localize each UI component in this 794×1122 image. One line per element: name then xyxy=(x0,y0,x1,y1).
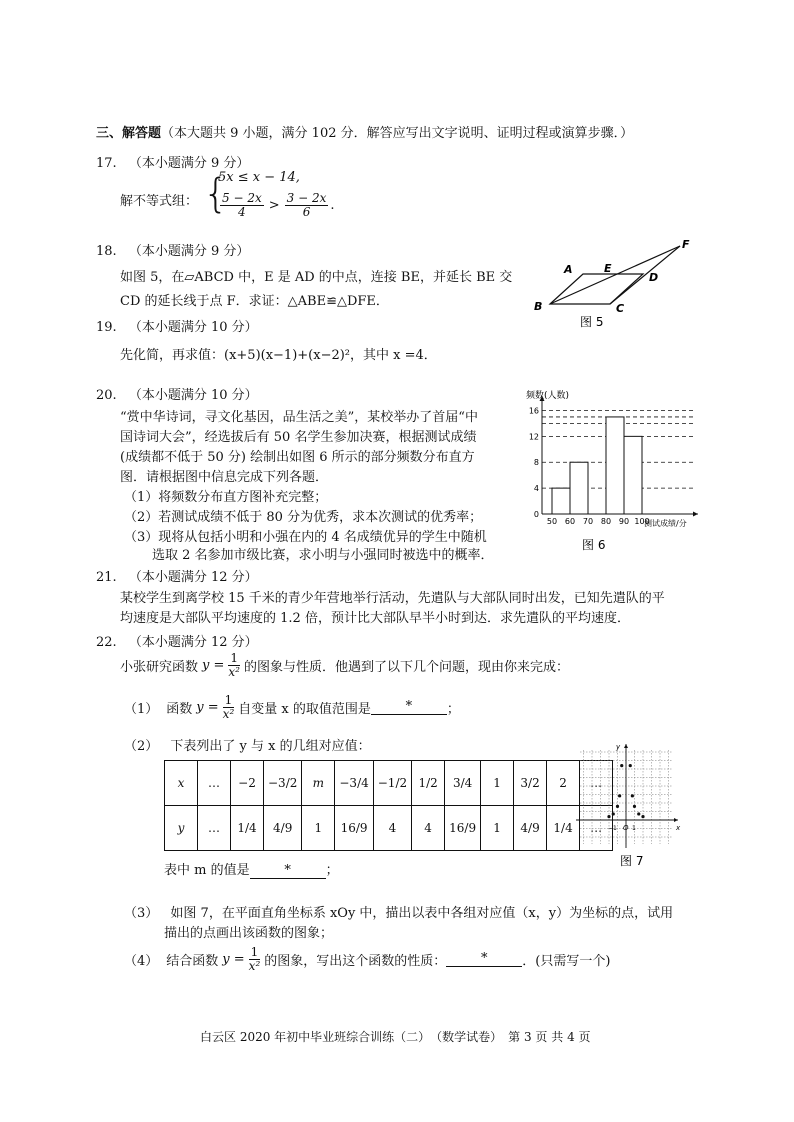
fig7-point xyxy=(620,764,623,767)
q22-p2-label: （2） xyxy=(124,739,159,754)
q20-line-2: 国诗词大会”，经选拔后有 50 名学生参加决赛，根据测试成绩 xyxy=(120,430,477,445)
q22-p4-func-den: x² xyxy=(248,958,261,973)
q22-m-end: ； xyxy=(325,863,339,878)
table-cell: m xyxy=(302,761,335,806)
q17-score: （本小题满分 9 分） xyxy=(128,156,250,171)
section-note: （本大题共 9 小题，满分 102 分．解答应写出文字说明、证明过程或演算步骤．） xyxy=(161,126,634,141)
q22-func-num: 1 xyxy=(230,651,238,665)
q20-line-4: 图．请根据图中信息完成下列各题． xyxy=(120,470,329,485)
q17-ineq2 xyxy=(218,192,335,218)
q22-p4-func-y: y = xyxy=(222,951,245,967)
figure-6-caption: 图 6 xyxy=(582,538,606,552)
q22-m-line xyxy=(164,859,339,879)
histogram-bar xyxy=(606,417,624,514)
q20-sub-1: （1）将频数分布直方图补充完整； xyxy=(124,490,328,505)
q22-p1-a: 函数 xyxy=(166,701,193,717)
q22-p1-label: （1） xyxy=(124,701,159,717)
q22-part3 xyxy=(124,902,673,921)
q22-part4 xyxy=(124,946,610,972)
q22-p3-line1: 如图 7，在平面直角坐标系 xOy 中，描出以表中各组对应值（x，y）为坐标的点，试用 xyxy=(170,906,674,921)
histogram-x-tick: 50 xyxy=(546,517,558,526)
histogram-bar xyxy=(552,488,570,514)
table-cell: −2 xyxy=(231,761,264,806)
fig7-point xyxy=(629,764,632,767)
fig7-point xyxy=(641,815,644,818)
histogram-y-tick: 4 xyxy=(533,484,539,494)
table-row-y xyxy=(165,806,613,851)
table-cell: … xyxy=(198,761,231,806)
point-e-label: E xyxy=(604,262,612,275)
q17-end: . xyxy=(330,197,335,213)
q17-ineq1: 5x ≤ x − 14, xyxy=(218,170,300,185)
q17-frac1-den: 4 xyxy=(238,204,246,219)
table-cell: 2 xyxy=(547,761,580,806)
q17-header xyxy=(96,152,249,171)
q17-frac2-den: 6 xyxy=(302,204,311,219)
q22-m-answer-blank[interactable]: * xyxy=(250,863,326,879)
q20-number: 20. xyxy=(96,388,117,403)
point-c-label: C xyxy=(616,302,625,315)
histogram-bar xyxy=(624,436,642,514)
q22-score: （本小题满分 12 分） xyxy=(128,635,258,650)
table-cell: 16/9 xyxy=(445,806,481,851)
q22-p1-func-den: x² xyxy=(222,706,235,721)
table-cell: 3/4 xyxy=(445,761,481,806)
q18-line1: 如图 5，在▱ABCD 中，E 是 AD 的中点，连接 BE，并延长 BE 交 xyxy=(120,270,513,285)
histogram-x-tick: 70 xyxy=(582,517,594,526)
table-cell: −1/2 xyxy=(373,761,411,806)
q22-header xyxy=(96,631,258,650)
fig7-point xyxy=(607,815,610,818)
histogram-x-arrow xyxy=(693,512,698,517)
q20-sub-3: （3）现将从包括小明和小强在内的 4 名成绩优异的学生中随机 xyxy=(124,530,487,545)
q22-p1-func-y: y = xyxy=(196,699,219,715)
q22-part1 xyxy=(124,694,460,720)
q20-score: （本小题满分 10 分） xyxy=(128,388,258,403)
fig7-tick-neg1: −1 xyxy=(608,825,617,832)
q22-p1-answer-blank[interactable]: * xyxy=(371,699,447,715)
q22-p3-label: （3） xyxy=(124,906,159,921)
q22-p1-end: ； xyxy=(446,701,460,717)
q22-p3-line2: 描出的点画出该函数的图象； xyxy=(164,926,334,941)
figure-5-parallelogram xyxy=(528,236,698,332)
q20-line-3: (成绩都不低于 50 分) 绘制出如图 6 所示的部分频数分布直方 xyxy=(120,450,475,465)
point-d-label: D xyxy=(649,271,659,284)
q17-brace: { xyxy=(203,171,229,217)
q19-line: 先化简，再求值：(x+5)(x−1)+(x−2)²，其中 x =4． xyxy=(120,348,437,363)
q17-frac1-num: 5 − 2x xyxy=(222,191,262,205)
q21-number: 21. xyxy=(96,570,117,585)
point-f-label: F xyxy=(682,238,690,251)
q22-p2-text: 下表列出了 y 与 x 的几组对应值： xyxy=(170,739,371,754)
q22-func-y: y = xyxy=(202,657,225,673)
table-row-x xyxy=(165,761,613,806)
table-cell: 4 xyxy=(373,806,411,851)
q22-number: 22. xyxy=(96,635,117,650)
table-cell: … xyxy=(198,806,231,851)
q20-sub-3-cont: 选取 2 名参加市级比赛，求小明与小强同时被选中的概率． xyxy=(152,548,494,563)
q22-func-den: x² xyxy=(228,664,240,679)
q19-number: 19. xyxy=(96,320,117,335)
figure-7-coordinate-grid xyxy=(570,740,686,870)
q17-number: 17. xyxy=(96,156,117,171)
q21-line2: 均速度是大部队平均速度的 1.2 倍，预计比大部队早半小时到达．求先遣队的平均速度． xyxy=(120,611,630,626)
fig7-x-arrow xyxy=(674,818,678,822)
histogram-x-tick: 100 xyxy=(634,517,650,526)
q21-header xyxy=(96,566,258,585)
table-cell: 1/4 xyxy=(231,806,264,851)
histogram-y-tick: 0 xyxy=(533,510,539,519)
table-cell: −3/2 xyxy=(264,761,302,806)
table-x-header: x xyxy=(165,761,198,806)
table-cell: 4/9 xyxy=(264,806,302,851)
point-b-label: B xyxy=(534,300,543,313)
point-a-label: A xyxy=(564,263,573,276)
table-cell: 16/9 xyxy=(335,806,373,851)
fig7-point xyxy=(618,794,621,797)
table-cell: … xyxy=(580,761,613,806)
histogram-x-tick: 90 xyxy=(618,517,630,526)
q22-p4-answer-blank[interactable]: * xyxy=(446,951,522,967)
fig7-point xyxy=(616,805,619,808)
figure-6-histogram xyxy=(518,384,714,556)
fig7-point xyxy=(637,812,640,815)
q22-value-table xyxy=(164,760,613,851)
q17-frac2-num: 3 − 2x xyxy=(286,191,327,205)
fig7-tick-1: 1 xyxy=(632,825,636,832)
fig7-y-arrow xyxy=(624,744,628,748)
page-footer: 白云区 2020 年初中毕业班综合训练（二） （数学试卷） 第 3 页 共 4 页 xyxy=(200,1030,591,1044)
q22-p4-b: 的图象，写出这个函数的性质： xyxy=(264,953,447,969)
histogram-y-tick: 16 xyxy=(528,406,539,416)
table-cell: 1 xyxy=(481,761,514,806)
histogram-ylabel: 频数(人数) xyxy=(526,391,570,401)
histogram-y-tick: 8 xyxy=(533,458,539,468)
q21-line1: 某校学生到离学校 15 千米的青少年营地举行活动，先遣队与大部队同时出发，已知先遣队的平 xyxy=(120,591,665,606)
figure-7-caption: 图 7 xyxy=(620,854,644,868)
table-cell: −3/4 xyxy=(335,761,373,806)
q22-m-text: 表中 m 的值是 xyxy=(164,863,250,878)
table-y-header: y xyxy=(165,806,198,851)
q22-part2 xyxy=(124,735,371,754)
q20-header xyxy=(96,384,258,403)
figure-5-caption: 图 5 xyxy=(580,315,604,329)
q20-sub-2: （2）若测试成绩不低于 80 分为优秀，求本次测试的优秀率； xyxy=(124,510,483,525)
histogram-x-tick: 80 xyxy=(600,517,612,526)
histogram-bar xyxy=(570,462,588,514)
table-cell: 1 xyxy=(481,806,514,851)
table-cell: 1 xyxy=(302,806,335,851)
q22-intro-b: 的图象与性质．他遇到了以下几个问题，现由你来完成： xyxy=(243,659,569,675)
q22-p1-b: 自变量 x 的取值范围是 xyxy=(238,701,371,717)
fig7-point xyxy=(631,794,634,797)
histogram-y-tick: 12 xyxy=(528,432,539,442)
q17-prompt: 解不等式组： xyxy=(120,194,199,209)
fig7-x-label: x xyxy=(676,824,681,832)
segment-cf xyxy=(610,246,680,304)
q18-line2: CD 的延长线于点 F．求证：△ABE≌△DFE． xyxy=(120,294,389,309)
table-cell: 4 xyxy=(412,806,445,851)
parallelogram-abcd xyxy=(550,274,643,304)
table-cell: … xyxy=(580,806,613,851)
fig7-point xyxy=(633,805,636,808)
table-cell: 1/4 xyxy=(547,806,580,851)
section-title: 三、解答题 xyxy=(96,126,162,141)
q22-intro xyxy=(120,652,569,678)
histogram-x-tick: 60 xyxy=(564,517,576,526)
q18-score: （本小题满分 9 分） xyxy=(128,244,250,259)
q21-score: （本小题满分 12 分） xyxy=(128,570,258,585)
histogram-xlabel: 测试成绩/分 xyxy=(644,519,687,528)
table-cell: 3/2 xyxy=(514,761,547,806)
q22-p4-end: ．(只需写一个) xyxy=(522,953,611,969)
q22-p4-label: （4） xyxy=(124,953,159,969)
q22-p4-func-num: 1 xyxy=(250,945,259,959)
q20-line-1: “赏中华诗词，寻文化基因，品生活之美”，某校举办了首届“中 xyxy=(120,410,478,425)
fig7-origin-label: O xyxy=(623,824,629,832)
fig7-point xyxy=(612,812,615,815)
section-heading xyxy=(96,122,633,141)
q22-p1-func-num: 1 xyxy=(224,693,233,707)
q18-header xyxy=(96,240,249,259)
table-cell: 1/2 xyxy=(412,761,445,806)
q22-intro-a: 小张研究函数 xyxy=(120,659,199,675)
q18-number: 18. xyxy=(96,244,117,259)
q19-score: （本小题满分 10 分） xyxy=(128,320,258,335)
table-cell: 4/9 xyxy=(514,806,547,851)
q17-gt: > xyxy=(268,197,280,213)
q19-header xyxy=(96,316,258,335)
fig7-y-label: y xyxy=(616,743,621,751)
q22-p4-a: 结合函数 xyxy=(166,953,219,969)
